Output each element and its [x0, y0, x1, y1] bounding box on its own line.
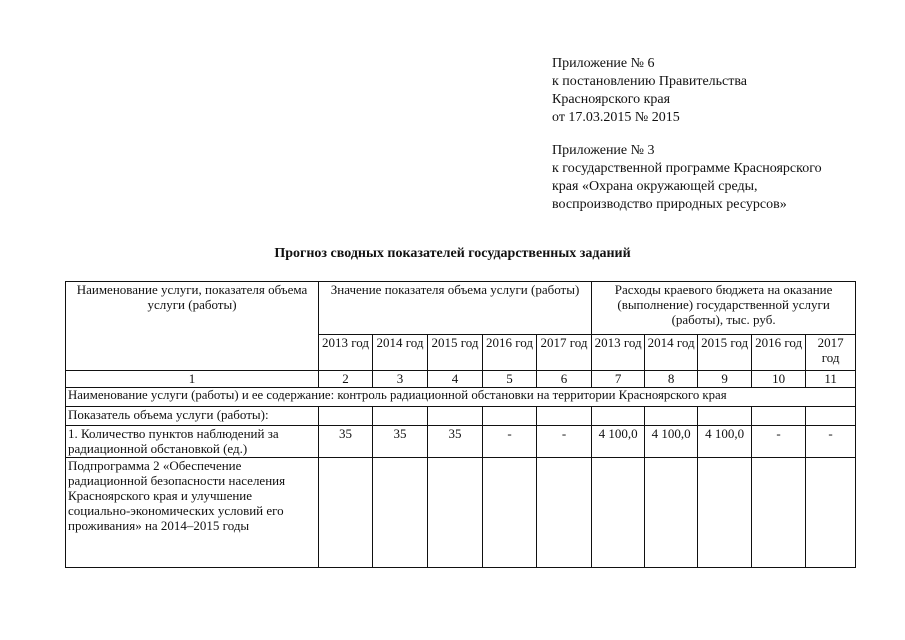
header-service-cell: Наименование услуги, показателя объема услуги (работы): [66, 282, 319, 371]
indicators-table: [65, 281, 856, 568]
value-cell: 35: [319, 426, 373, 458]
value-cell: -: [752, 426, 806, 458]
appendix-3-line: края «Охрана окружающей среды,: [552, 179, 758, 194]
appendix-6-line: Красноярского края: [552, 92, 671, 107]
service-description-cell: Наименование услуги (работы) и ее содержание: контроль радиационной обстановки на территории Красноярского края: [66, 388, 856, 407]
year-cell: 2017 год: [806, 335, 856, 371]
column-number: 10: [752, 371, 806, 388]
column-number: 1: [66, 371, 319, 388]
year-cell: 2014 год: [373, 335, 428, 371]
year-cell: 2016 год: [752, 335, 806, 371]
header-budget-cell: Расходы краевого бюджета на оказание (выполнение) государственной услуги (работы), тыс. руб.: [592, 282, 856, 335]
indicator-label-cell: Показатель объема услуги (работы):: [66, 407, 319, 426]
column-numbers-row: [66, 371, 856, 388]
column-number: 7: [592, 371, 645, 388]
row-name-cell: 1. Количество пунктов наблюдений за радиационной обстановкой (ед.): [66, 426, 319, 458]
column-number: 11: [806, 371, 856, 388]
value-cell: 4 100,0: [592, 426, 645, 458]
year-cell: 2013 год: [319, 335, 373, 371]
subprogram-row: [66, 458, 856, 568]
value-cell: 35: [428, 426, 483, 458]
column-number: 6: [537, 371, 592, 388]
appendix-6-line: Приложение № 6: [552, 56, 655, 71]
appendix-3-line: Приложение № 3: [552, 143, 655, 158]
value-cell: -: [483, 426, 537, 458]
appendix-6-line: к постановлению Правительства: [552, 74, 748, 89]
appendix-3-line: воспроизводство природных ресурсов»: [552, 197, 787, 212]
header-volume-cell: Значение показателя объема услуги (работы): [319, 282, 592, 335]
year-cell: 2015 год: [698, 335, 752, 371]
appendix-3-header: [552, 142, 822, 214]
value-cell: -: [806, 426, 856, 458]
indicator-row: [66, 407, 856, 426]
year-cell: 2014 год: [645, 335, 698, 371]
value-cell: 4 100,0: [698, 426, 752, 458]
value-cell: 4 100,0: [645, 426, 698, 458]
document-title: Прогноз сводных показателей государственных заданий: [274, 246, 631, 261]
value-cell: -: [537, 426, 592, 458]
column-number: 3: [373, 371, 428, 388]
year-cell: 2013 год: [592, 335, 645, 371]
column-number: 5: [483, 371, 537, 388]
column-number: 8: [645, 371, 698, 388]
year-cell: 2017 год: [537, 335, 592, 371]
service-row: [66, 388, 856, 407]
column-number: 9: [698, 371, 752, 388]
year-cell: 2015 год: [428, 335, 483, 371]
subprogram-name-cell: Подпрограмма 2 «Обеспечение радиационной безопасности населения Красноярского края и улучшение социально-экономических условий его проживания» на 2014–2015 годы: [66, 458, 319, 568]
table-row: [66, 426, 856, 458]
column-number: 2: [319, 371, 373, 388]
appendix-6-line: от 17.03.2015 № 2015: [552, 110, 680, 125]
appendix-6-header: [552, 55, 747, 127]
year-cell: 2016 год: [483, 335, 537, 371]
column-number: 4: [428, 371, 483, 388]
value-cell: 35: [373, 426, 428, 458]
appendix-3-line: к государственной программе Красноярского: [552, 161, 822, 176]
header-row: [66, 282, 856, 335]
